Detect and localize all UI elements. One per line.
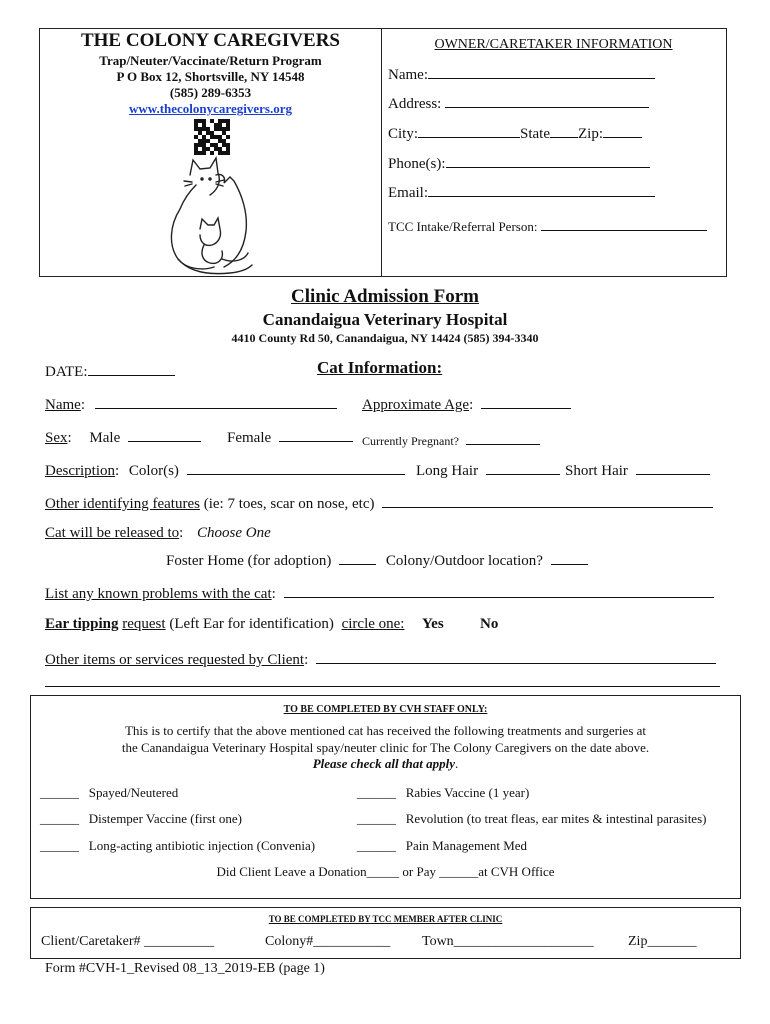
org-address: P O Box 12, Shortsville, NY 14548 — [116, 69, 305, 84]
hospital-name: Canandaigua Veterinary Hospital — [262, 310, 508, 329]
short-hair-field[interactable] — [636, 460, 710, 475]
choose-one-label: Choose One — [197, 525, 271, 541]
other-features-hint: (ie: 7 toes, scar on nose, etc) — [203, 496, 375, 512]
pregnant-label: Currently Pregnant? — [362, 434, 459, 448]
certify-line-2: the Canandaigua Veterinary Hospital spay/neuter clinic for The Colony Caregivers on the date above. — [121, 740, 650, 755]
description-row: Description: Color(s) — [45, 460, 405, 480]
owner-zip-field[interactable] — [603, 123, 642, 138]
tcc-heading: TO BE COMPLETED BY TCC MEMBER AFTER CLINIC — [268, 914, 503, 924]
long-hair-row — [416, 460, 560, 480]
cat-info-heading: Cat Information: — [317, 358, 443, 377]
owner-address-label: Address: — [388, 96, 442, 112]
blank: ______ — [357, 838, 396, 853]
check-all-line: Please check all that apply. — [312, 756, 459, 771]
description-label: Description — [45, 463, 115, 479]
owner-city-row — [388, 123, 642, 143]
owner-email-label: Email: — [388, 185, 428, 201]
owner-zip-label: Zip: — [578, 126, 604, 142]
tcc-intake-row — [388, 216, 707, 235]
owner-phone-row — [388, 153, 650, 173]
owner-phone-field[interactable] — [446, 153, 650, 168]
treatment-left-1[interactable] — [40, 785, 178, 801]
treatment-left-2[interactable] — [40, 811, 242, 827]
ear-request-label: request — [122, 616, 166, 632]
cat-sex-label: Sex — [45, 430, 68, 446]
problems-field[interactable] — [284, 583, 714, 598]
release-options-row — [166, 550, 588, 570]
cat-name-field[interactable] — [95, 394, 337, 409]
treatment-right-2[interactable] — [357, 811, 706, 827]
colors-field[interactable] — [187, 460, 405, 475]
cat-name-row: Name: — [45, 394, 337, 414]
owner-email-row — [388, 182, 655, 202]
tcc-colony-field[interactable]: Colony#___________ — [265, 934, 391, 949]
colony-label: Colony/Outdoor location? — [385, 553, 543, 569]
pregnant-field[interactable] — [466, 430, 540, 445]
date-label: DATE: — [45, 364, 88, 380]
owner-name-row — [388, 64, 655, 84]
treatment-label: Revolution (to treat fleas, ear mites & intestinal parasites) — [405, 811, 707, 826]
date-row — [45, 361, 175, 381]
tcc-zip-field[interactable]: Zip_______ — [628, 934, 697, 949]
treatment-left-3[interactable] — [40, 838, 315, 854]
tcc-client-field[interactable]: Client/Caretaker# __________ — [41, 934, 215, 949]
form-title: Clinic Admission Form — [291, 286, 479, 307]
org-name: THE COLONY CAREGIVERS — [80, 30, 340, 51]
treatment-label: Distemper Vaccine (first one) — [88, 811, 242, 826]
cat-name-label: Name — [45, 397, 81, 413]
ear-note: (Left Ear for identification) — [169, 616, 334, 632]
colors-label: Color(s) — [128, 463, 179, 479]
ear-tipping-label: Ear tipping — [45, 616, 119, 632]
owner-city-field[interactable] — [418, 123, 520, 138]
owner-state-label: State — [520, 126, 551, 142]
blank: ______ — [40, 838, 79, 853]
other-items-label: Other items or services requested by Client — [45, 652, 305, 668]
female-row — [227, 427, 353, 447]
treatment-label: Long-acting antibiotic injection (Convenia) — [88, 838, 316, 853]
cat-age-field[interactable] — [481, 394, 571, 409]
owner-name-field[interactable] — [428, 64, 655, 79]
blank: ______ — [40, 811, 79, 826]
donation-line[interactable]: Did Client Leave a Donation_____ or Pay ______at CVH Office — [216, 864, 555, 879]
other-items-field[interactable] — [316, 649, 716, 664]
problems-row: List any known problems with the cat: — [45, 583, 714, 603]
male-label: Male — [89, 430, 121, 446]
owner-state-field[interactable] — [550, 123, 578, 138]
other-features-row — [45, 493, 713, 513]
ear-yes-option[interactable]: Yes — [422, 616, 444, 632]
problems-label: List any known problems with the cat — [45, 586, 272, 602]
cat-age-row: Approximate Age: — [362, 394, 571, 414]
ear-tipping-row — [45, 616, 404, 633]
ear-no-option[interactable]: No — [480, 616, 499, 632]
tcc-town-field[interactable]: Town____________________ — [422, 934, 594, 949]
certify-line-1: This is to certify that the above mentioned cat has received the following treatments and surgeries at — [124, 723, 647, 738]
long-hair-field[interactable] — [486, 460, 560, 475]
treatment-label: Rabies Vaccine (1 year) — [405, 785, 530, 800]
blank: ______ — [357, 785, 396, 800]
short-hair-label: Short Hair — [565, 463, 628, 479]
short-hair-row — [565, 460, 710, 480]
colony-field[interactable] — [551, 550, 588, 565]
owner-phone-label: Phone(s): — [388, 156, 446, 172]
tcc-intake-field[interactable] — [541, 216, 707, 231]
cats-logo-icon — [160, 155, 260, 277]
owner-address-row — [388, 93, 649, 113]
other-features-label: Other identifying features — [45, 496, 200, 512]
other-items-row: Other items or services requested by Client: — [45, 649, 716, 669]
tcc-intake-label: TCC Intake/Referral Person: — [388, 219, 538, 234]
org-program: Trap/Neuter/Vaccinate/Return Program — [99, 53, 322, 68]
released-to-row: Cat will be released to: Choose One — [45, 525, 271, 541]
qr-code-icon — [194, 119, 230, 155]
cat-age-label: Approximate Age — [362, 397, 470, 413]
foster-label: Foster Home (for adoption) — [166, 553, 332, 569]
owner-email-field[interactable] — [428, 182, 655, 197]
treatment-label: Spayed/Neutered — [88, 785, 179, 800]
treatment-right-1[interactable] — [357, 785, 529, 801]
blank: ______ — [357, 811, 396, 826]
date-field[interactable] — [88, 361, 175, 376]
female-field[interactable] — [279, 427, 353, 442]
owner-section-title: OWNER/CARETAKER INFORMATION — [434, 37, 673, 52]
owner-city-label: City: — [388, 126, 419, 142]
released-to-label: Cat will be released to — [45, 525, 180, 541]
blank: ______ — [40, 785, 79, 800]
male-field[interactable] — [128, 427, 201, 442]
circle-one-label: circle one: — [341, 616, 405, 632]
owner-address-field[interactable] — [445, 93, 649, 108]
cat-sex-row: Sex: Male — [45, 427, 201, 447]
org-phone: (585) 289-6353 — [169, 85, 252, 100]
treatment-label: Pain Management Med — [405, 838, 528, 853]
pregnant-row — [362, 430, 540, 449]
header-divider — [381, 28, 382, 277]
staff-heading: TO BE COMPLETED BY CVH STAFF ONLY: — [283, 704, 488, 715]
org-website-link[interactable]: www.thecolonycaregivers.org — [129, 101, 292, 116]
long-hair-label: Long Hair — [416, 463, 479, 479]
form-footer: Form #CVH-1_Revised 08_13_2019-EB (page 1) — [45, 961, 325, 976]
female-label: Female — [227, 430, 272, 446]
other-features-field[interactable] — [382, 493, 713, 508]
check-all-label: Please check all that apply — [312, 756, 455, 771]
foster-field[interactable] — [339, 550, 376, 565]
owner-name-label: Name: — [388, 67, 428, 83]
hospital-address: 4410 County Rd 50, Canandaigua, NY 14424 (585) 394-3340 — [231, 331, 539, 345]
other-items-extra-line[interactable] — [45, 686, 720, 687]
treatment-right-3[interactable] — [357, 838, 527, 854]
